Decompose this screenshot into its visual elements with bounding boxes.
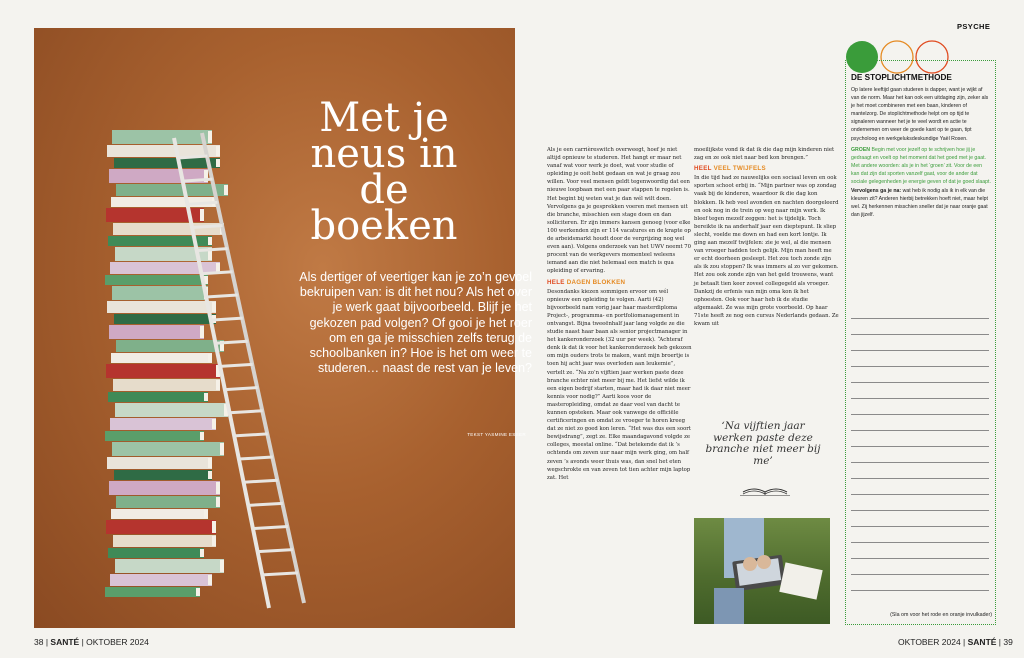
- box-footnote: (Sla om voor het rode en oranje invulkader): [890, 612, 992, 618]
- article-column-1: [547, 146, 692, 482]
- ladder-rung: [206, 295, 237, 297]
- author-credit: TEKST YASMINE ESSER: [467, 432, 526, 437]
- write-in-line[interactable]: [851, 462, 989, 463]
- write-in-line[interactable]: [851, 318, 989, 319]
- article-paragraph: moeilijkste vond ik dat ik die dag mijn kinderen niet zag en ze ook niet naar bed kon brengen.”: [694, 147, 835, 162]
- ladder-rung: [248, 503, 283, 505]
- ladder-rung: [197, 249, 228, 251]
- write-in-line[interactable]: [851, 350, 989, 351]
- pull-quote: ‘Na vijftien jaar werken paste deze branche niet meer bij me’: [705, 420, 821, 467]
- laptop-photo-illustration: [694, 518, 830, 624]
- box-next-step: Vervolgens ga je na: wat heb ik nodig als ik in elk van die kleuren zit? Anderen hierbij betrekken hoeft niet, maar helpt wel. Zij herkennen misschien sneller dat je naar oranje gaat dan jijzelf.: [851, 188, 988, 219]
- article-paragraph: Als je een carrièreswitch overweegt, hoef je niet altijd opnieuw te studeren. Het hangt er maar net vanaf wat voor werk je doet, wat voor studie of opleiding je ooit hebt gedaan en wat je graag zou willen. Voor veel mensen geldt tegenwoordig dat een nieuwe loopbaan met een paar stappen te regelen is. Het begint bij weten wat je dan wél wilt doen. Vervolgens ga je gesprekken voeren met mensen uit die branche, misschien een stage doen en dan solliciteren. Er zijn immers kansen genoeg (voor elke 100 werkenden zijn er 114 vacatures en de krapte op de arbeidsmarkt houdt door de vergrijzing nog wel even aan). Volgens onderzoek van het UWV neemt 70 procent van de werkgevers momenteel weleens iemand aan die niet helemaal een match is qua opleiding of ervaring.: [547, 147, 692, 275]
- intro-text: Als dertiger of veertiger kan je zo’n gevoel bekruipen van: is dit het nou? Als het over je werk gaat bijvoorbeeld. Blijf je het gekozen pad volgen? Of gooi je het roer om en ga je misschien zelfs terug de schoolbanken in? Hoe is het om weer te studeren… naast de rest van je leven?: [299, 270, 532, 376]
- box-green-step: GROEN Begin met voor jezelf op te schrijven hoe jij je gedraagt en voelt op het moment dat het goed met je gaat. Met andere woorden: als je in het ‘groen’ zit. Voor de een kan dat zijn dat sporten vanzelf gaat, voor de ander dat sociale gelegenheden je energie geven of dat je goed slaapt.: [851, 146, 991, 186]
- write-in-line[interactable]: [851, 414, 989, 415]
- ladder-rung: [187, 202, 217, 204]
- write-in-lines[interactable]: [851, 318, 989, 604]
- ladder-rung: [239, 457, 273, 459]
- ladder-rung: [262, 573, 298, 575]
- ladder-rung: [244, 480, 278, 482]
- write-in-line[interactable]: [851, 382, 989, 383]
- box-intro: Op latere leeftijd gaan studeren is dapper, want je wijkt af van de norm. Maar het kan ook een uitdaging zijn, zeker als je het moet combineren met een baan, kinderen of mantelzorg. De stoplichtmethode helpt om op tijd te signaleren wanneer het je te veel wordt en actie te ondernemen om weer de goede kant op te gaan, tipt psycholoog en werkgeluksdeskundige Yaël Rosen.: [851, 87, 989, 142]
- write-in-line[interactable]: [851, 334, 989, 335]
- ladder-rung: [225, 388, 258, 390]
- write-in-line[interactable]: [851, 446, 989, 447]
- ladder-rung: [220, 364, 252, 366]
- cover-photo: [34, 28, 532, 628]
- ladder-rung: [211, 318, 243, 320]
- subheading: HEEL VEEL TWIJFELS: [694, 165, 766, 173]
- ladder-rung: [183, 179, 213, 181]
- right-folio: OKTOBER 2024 | SANTÉ | 39: [898, 637, 1013, 647]
- write-in-line[interactable]: [851, 430, 989, 431]
- write-in-line[interactable]: [851, 478, 989, 479]
- write-in-line[interactable]: [851, 590, 989, 591]
- ladder-rung: [253, 527, 288, 529]
- ladder-rung: [230, 411, 263, 413]
- article-paragraph: In die tijd had ze nauwelijks een sociaal leven en ook sporten schoot erbij in. “Mijn partner was op zondag vaak bij de kinderen, waardoor ik die dag kon blokken. Ik heb veel avonden en nachten doorgeleerd en ook nog in de trein op weg naar mijn werk. Ik bleef tegen mezelf zeggen: het is tijdelijk. Toch bereikte ik na anderhalf jaar een dieptepunt. Ik sliep slecht, voelde me down en had een kort lontje. Ik ging aan mezelf twijfelen: zie je wel, al die mensen van vroeger hadden toch gelijk. Mijn man heeft me er echt doorheen gesleept. Het zou toch zonde zijn als ik zou stoppen? Ik was immers al zo ver gekomen. Het zou ook zonde zijn van het geld trouwens, want je betaalt tien keer zoveel collegegeld als vroeger. Dankzij de erfenis van mijn oma kon ik het ophoesten. Ook voor haar heb ik de studie afgemaakt. Ze was mijn grote voorbeeld. Op haar 71ste heeft ze nog een cursus Nederlands gedaan. Ze kwam uit: [694, 175, 839, 327]
- subheading: HELE DAGEN BLOKKEN: [547, 278, 626, 286]
- laptop-on-grass-photo: [694, 518, 830, 624]
- write-in-line[interactable]: [851, 398, 989, 399]
- ladder-rung: [201, 272, 232, 274]
- write-in-line[interactable]: [851, 494, 989, 495]
- write-in-line[interactable]: [851, 510, 989, 511]
- ladder-rung: [178, 156, 207, 158]
- open-book-icon: [740, 482, 790, 496]
- write-in-line[interactable]: [851, 558, 989, 559]
- ladder-rung: [215, 341, 247, 343]
- write-in-line[interactable]: [851, 542, 989, 543]
- ladder-rung: [258, 550, 293, 552]
- box-body: [851, 86, 991, 220]
- box-title: DE STOPLICHTMETHODE: [851, 73, 952, 82]
- left-folio: 38 | SANTÉ | OKTOBER 2024: [34, 637, 149, 647]
- ladder-rung: [192, 225, 222, 227]
- headline: Met je neus in de boeken: [310, 95, 458, 249]
- article-paragraph: Desondanks kiezen sommigen ervoor om wél opnieuw een opleiding te volgen. Aarti (42) bijvoorbeeld nam vorig jaar haar masterdiploma Project-, programma- en portfoliomanagement in ontvangst. Bijna tweeënhalf jaar lang volgde ze die studie naast haar baan als senior projectmanager in het kankeronderzoek (32 uur per week). “Achteraf denk ik dat ik voor het kankeronderzoek heb gekozen om mijn ouders trots te maken, want mijn broertje is toen hij acht jaar was overleden aan leukemie”, vertelt ze. “Na zo’n vijftien jaar werken paste deze branche echter niet meer bij me. Het liefst wilde ik een eigen bedrijf starten, maar had ik daar niet meer kennis voor nodig?” Aarti koos voor de masteropleiding, omdat ze daar veel van dacht te kunnen opsteken. Maar ook vanwege de officiële certificeringen en omdat ze vroeger te horen kreeg dat ze niet zo goed kon leren. “Het was dus een soort bewijsdrang”, zegt ze. Elke maandagavond volgde ze colleges, meestal online. “Dat betekende dat ik ’s ochtends om zeven uur naar mijn werk ging, om half zeven ’s avonds weer thuis was, dan snel het eten wegschrokte en van zeven tot tien achter mijn laptop zat. Het: [547, 288, 692, 481]
- write-in-line[interactable]: [851, 526, 989, 527]
- write-in-line[interactable]: [851, 574, 989, 575]
- article-column-2: [694, 146, 839, 328]
- ladder-rung: [234, 434, 268, 436]
- section-label: PSYCHE: [957, 22, 991, 31]
- write-in-line[interactable]: [851, 366, 989, 367]
